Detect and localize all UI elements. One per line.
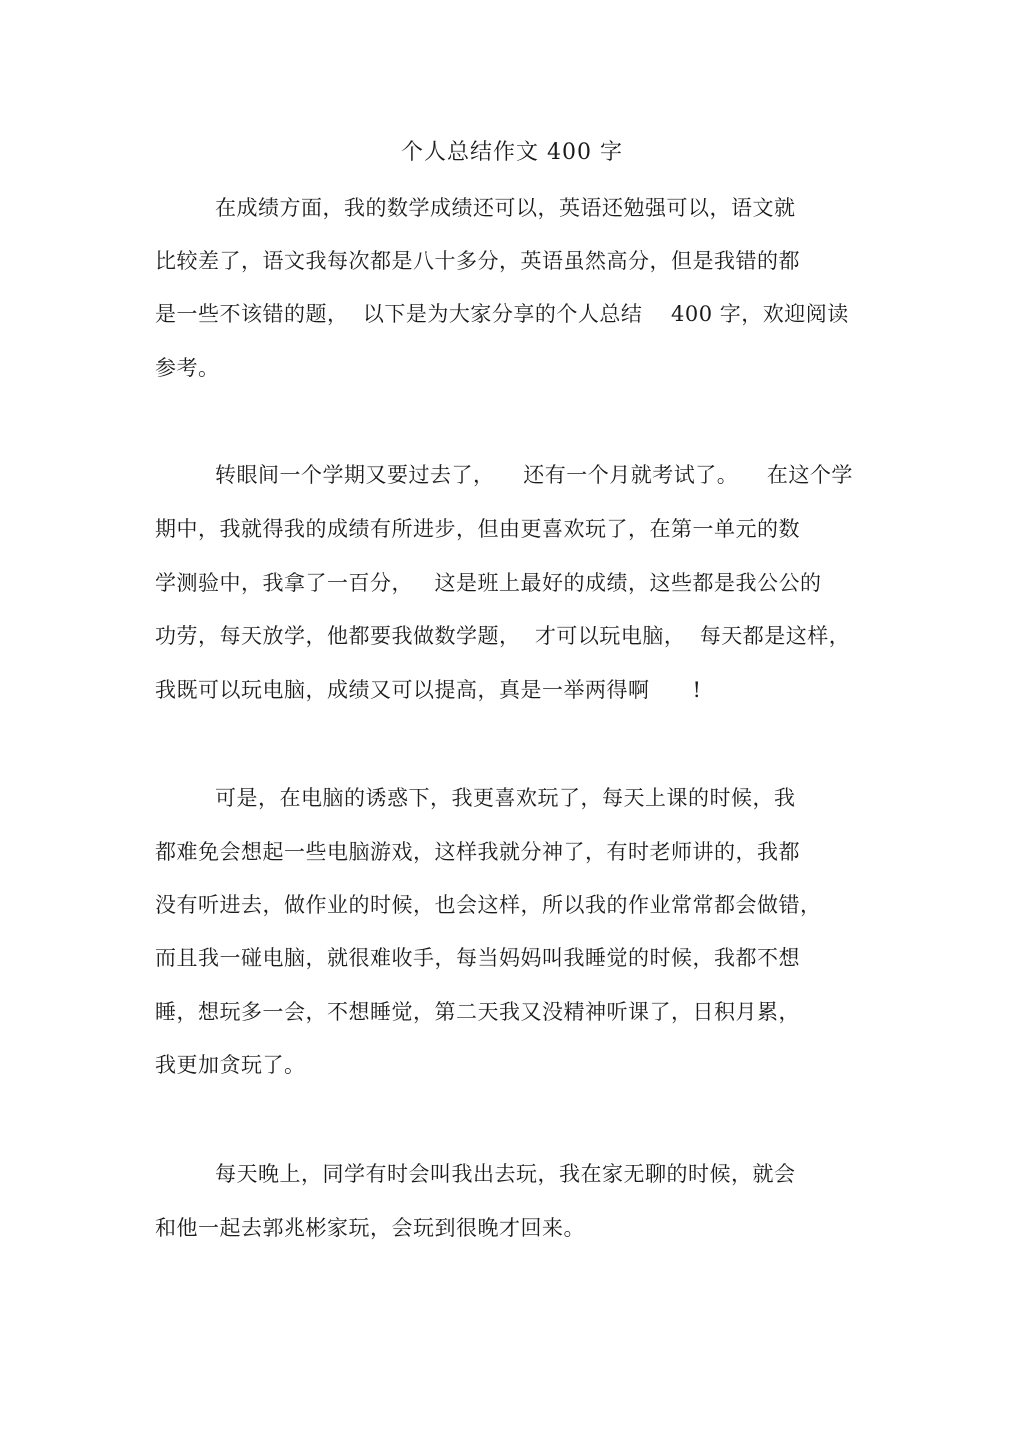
paragraph-3-line-2: 都难免会想起一些电脑游戏，这样我就分神了，有时老师讲的，我都 [155, 840, 800, 864]
paragraph-3-line-1: 可是，在电脑的诱惑下，我更喜欢玩了，每天上课的时候，我 [215, 786, 796, 810]
paragraph-2-line-1: 转眼间一个学期又要过去了， 还有一个月就考试了。 在这个学 [215, 463, 853, 487]
paragraph-2-line-4: 功劳，每天放学，他都要我做数学题， 才可以玩电脑， 每天都是这样， [155, 624, 851, 648]
document-title: 个人总结作文 400 字 [401, 140, 623, 165]
paragraph-1-line-2: 比较差了，语文我每次都是八十多分，英语虽然高分，但是我错的都 [155, 249, 800, 273]
paragraph-4-line-2: 和他一起去郭兆彬家玩，会玩到很晚才回来。 [155, 1216, 585, 1240]
paragraph-2-line-2: 期中，我就得我的成绩有所进步，但由更喜欢玩了，在第一单元的数 [155, 517, 800, 541]
paragraph-1-line-1: 在成绩方面，我的数学成绩还可以，英语还勉强可以，语文就 [215, 196, 796, 220]
paragraph-1-line-3: 是一些不该错的题， 以下是为大家分享的个人总结 400 字，欢迎阅读 [155, 302, 849, 326]
paragraph-3-line-6: 我更加贪玩了。 [155, 1053, 306, 1077]
paragraph-2-line-3: 学测验中，我拿了一百分， 这是班上最好的成绩，这些都是我公公的 [155, 571, 822, 595]
paragraph-4-line-1: 每天晚上，同学有时会叫我出去玩，我在家无聊的时候，就会 [215, 1162, 796, 1186]
paragraph-3-line-4: 而且我一碰电脑，就很难收手，每当妈妈叫我睡觉的时候，我都不想 [155, 946, 800, 970]
paragraph-3-line-3: 没有听进去，做作业的时候，也会这样，所以我的作业常常都会做错， [155, 893, 822, 917]
paragraph-2-line-5: 我既可以玩电脑，成绩又可以提高，真是一举两得啊 ! [155, 678, 702, 702]
paragraph-3-line-5: 睡，想玩多一会，不想睡觉，第二天我又没精神听课了，日积月累， [155, 1000, 800, 1024]
paragraph-1-line-4: 参考。 [155, 356, 220, 380]
